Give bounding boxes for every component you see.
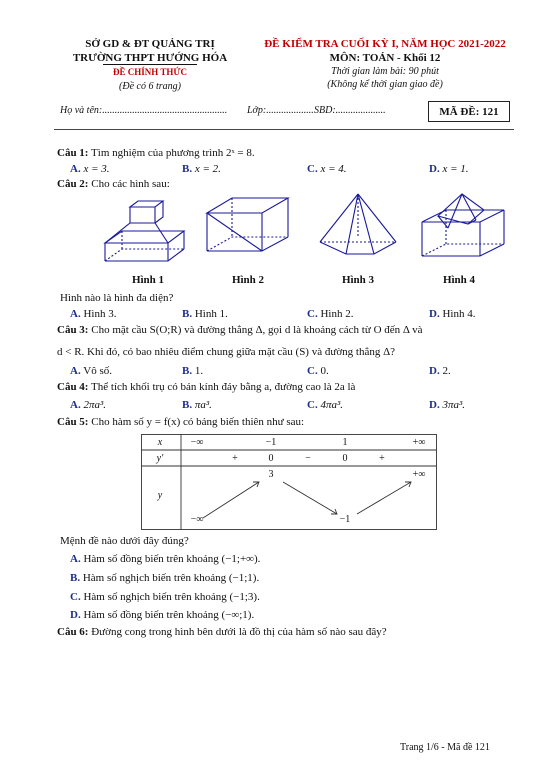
q1-option-d: D. x = 1. [429,163,469,175]
question-2-ask: Hình nào là hình đa diện? [60,292,174,304]
q3-option-c: C. 0. [307,365,329,377]
q1-option-c: C. x = 4. [307,163,347,175]
pages-note: (Đề có 6 trang) [119,81,181,92]
table-row-dy-label: y′ [156,453,164,464]
question-5-ask: Mệnh đề nào dưới đây đúng? [60,535,189,547]
sign-zero-2: 0 [342,453,348,464]
figure-4-polyhedron [418,190,508,270]
figure-2-polyhedron [202,193,292,268]
question-3 [57,324,423,336]
x-pos-inf: +∞ [412,437,426,448]
question-5-text: Cho hàm số y = f(x) có bảng biến thiên như sau: [91,416,305,428]
question-5 [57,416,304,428]
sbd-field: SBD:.................... [314,105,386,116]
table-row-x-label: x [157,437,163,448]
exam-title: ĐỀ KIỂM TRA CUỐI KỲ I, NĂM HỌC 2021-2022 [264,38,506,50]
q4-option-c: C. 4πa³. [307,399,344,411]
exam-code-box [428,101,510,122]
page-footer: Trang 1/6 - Mã đề 121 [400,742,490,753]
q3-option-b: B. 1. [182,365,204,377]
subject-line: MÔN: TOÁN - Khối 12 [329,52,441,64]
q4-option-d: D. 3πa³. [429,399,466,411]
figure-3-caption: Hình 3 [341,274,375,286]
y-arrow-down [283,482,337,514]
question-2-label: Câu 2: [57,178,89,190]
question-1-label: Câu 1: [57,147,89,159]
q5-option-b: B. Hàm số nghịch biến trên khoảng (−1;1). [70,572,260,584]
exam-code: MÃ ĐỀ: 121 [439,105,499,118]
class-field: Lớp:................... [247,105,314,116]
student-name-field: Họ và tên:.................................................. [60,105,228,116]
figure-4-caption: Hình 4 [442,274,476,286]
figure-3-polyhedron [316,190,400,270]
question-5-label: Câu 5: [57,416,89,428]
q5-option-c: C. Hàm số nghịch biến trên khoảng (−1;3). [70,591,260,603]
q1-option-b: B. x = 2. [182,163,221,175]
question-3-text-line1: Cho mặt cầu S(O;R) và đường thẳng Δ, gọi d là khoảng cách từ O đến Δ và [91,324,423,336]
y-arrow-up-1 [203,482,259,518]
q2-option-c: C. Hình 2. [307,308,354,320]
q2-option-b: B. Hình 1. [182,308,228,320]
table-row-y-label: y [157,490,163,501]
x-minus-one: −1 [265,437,277,448]
question-1-text: Tìm nghiệm của phương trình 2ˣ = 8. [91,147,255,159]
sign-zero-1: 0 [268,453,274,464]
sign-1: + [232,453,238,464]
y-arrow-up-2 [357,482,411,514]
figure-1-caption: Hình 1 [131,274,165,286]
school-name: TRƯỜNG THPT HƯỚNG HÓA [72,52,228,64]
official-label: ĐỀ CHÍNH THỨC [112,67,187,77]
time-note: (Không kể thời gian giao đề) [327,79,443,90]
figure-1-polyhedron [100,193,190,268]
q2-option-d: D. Hình 4. [429,308,476,320]
y-neg-inf: −∞ [190,514,204,525]
sign-3: + [379,453,385,464]
question-4-label: Câu 4: [57,381,89,393]
question-2-text: Cho các hình sau: [91,178,170,190]
question-2 [57,178,170,190]
q3-option-d: D. 2. [429,365,451,377]
x-one: 1 [342,437,348,448]
q3-option-a: A. Vô số. [70,365,112,377]
y-max-three: 3 [268,469,274,480]
x-neg-inf: −∞ [190,437,204,448]
question-3-label: Câu 3: [57,324,89,336]
q4-option-b: B. πa³. [182,399,212,411]
question-4-text: Thể tích khối trụ có bán kính đáy bằng a, đường cao là 2a là [91,381,356,393]
question-6-text: Đường cong trong hình bên dưới là đồ thị của hàm số nào sau đây? [91,626,387,638]
q1-option-a: A. x = 3. [70,163,110,175]
question-6-label: Câu 6: [57,626,89,638]
figure-2-caption: Hình 2 [231,274,265,286]
q2-option-a: A. Hình 3. [70,308,117,320]
y-min-minus-one: −1 [339,514,351,525]
header-divider [54,129,514,130]
q4-option-a: A. 2πa³. [70,399,107,411]
time-line: Thời gian làm bài: 90 phút [331,66,439,77]
question-6 [57,626,387,638]
q5-option-a: A. Hàm số đồng biến trên khoảng (−1;+∞). [70,553,261,565]
question-3-text-line2: d < R. Khi đó, có bao nhiêu điểm chung giữa mặt cầu (S) và đường thẳng Δ? [57,346,396,358]
question-1 [57,147,255,159]
school-underline [103,64,197,65]
y-pos-inf: +∞ [412,469,426,480]
question-4 [57,381,355,393]
sign-2: − [305,453,311,464]
q5-option-d: D. Hàm số đồng biến trên khoảng (−∞;1). [70,609,255,621]
department-name: SỞ GD & ĐT QUẢNG TRỊ [85,38,215,50]
